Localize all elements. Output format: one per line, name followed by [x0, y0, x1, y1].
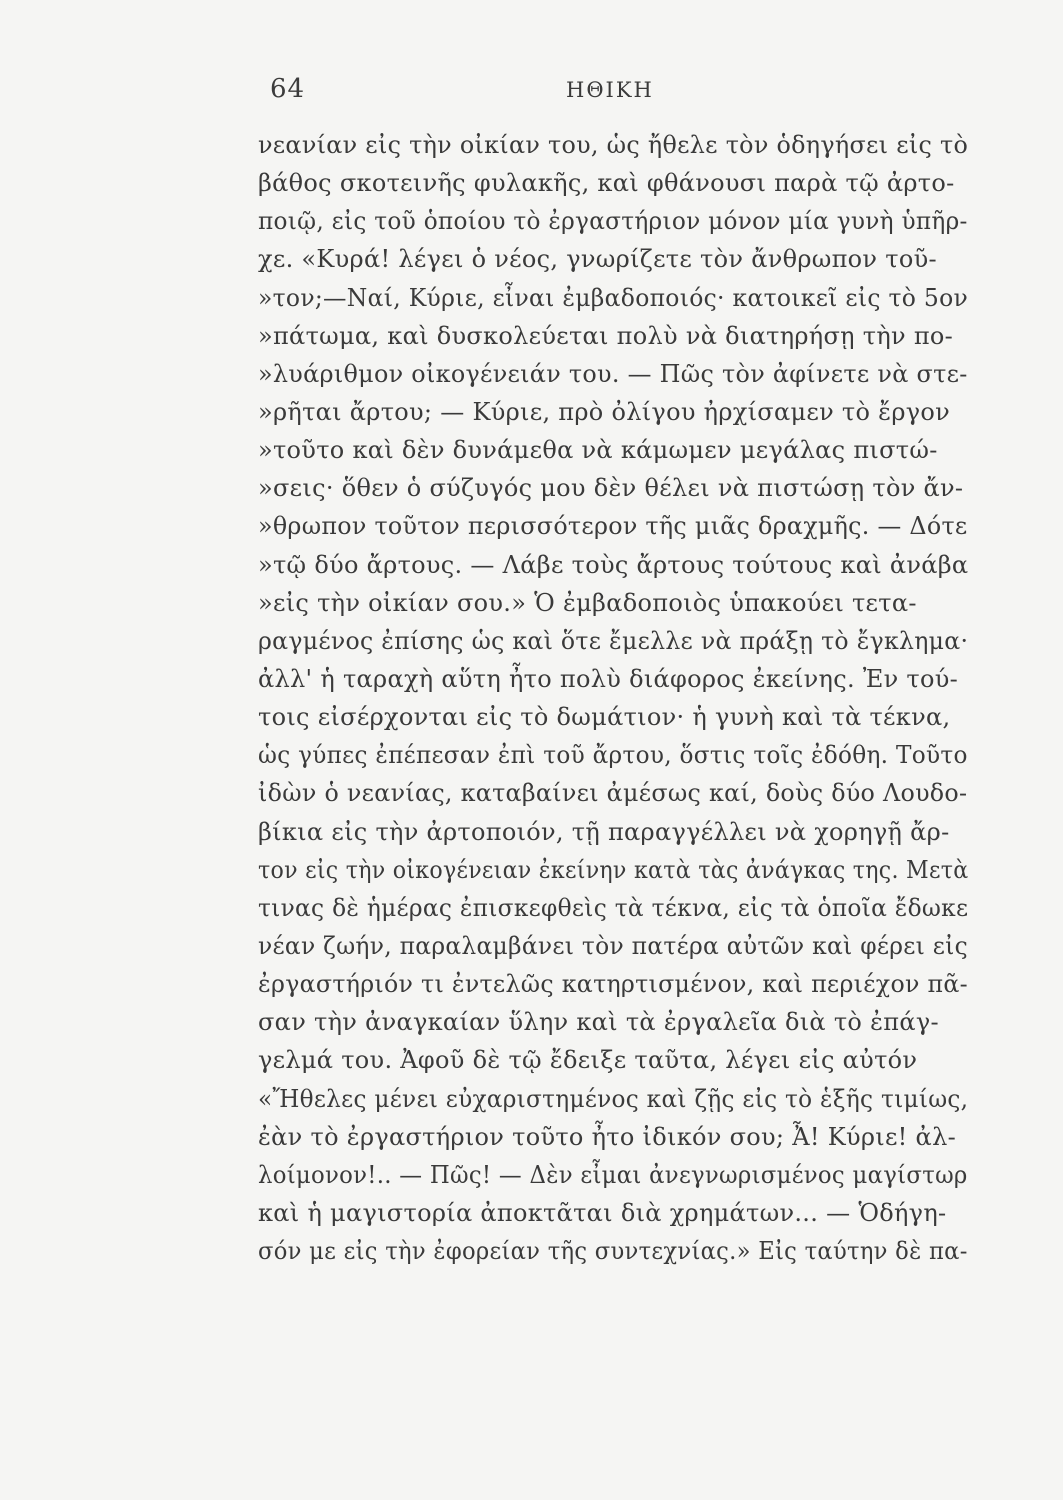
text-line: ἐργαστήριόν τι ἐντελῶς κατηρτισμένον, καὶ περιέχον πᾶ- [258, 970, 968, 999]
text-line: τοις εἰσέρχονται εἰς τὸ δωμάτιον· ἡ γυνὴ καὶ τὰ τέκνα, [258, 703, 951, 732]
text-line: βάθος σκοτεινῆς φυλακῆς, καὶ φθάνουσι παρὰ τῷ ἀρτο- [258, 169, 955, 198]
text-line: σαν τὴν ἀναγκαίαν ὕλην καὶ τὰ ἐργαλεῖα διὰ τὸ ἐπάγ- [258, 1008, 939, 1037]
text-line: »σεις· ὅθεν ὁ σύζυγός μου δὲν θέλει νὰ πιστώσῃ τὸν ἄν- [258, 474, 964, 503]
page-number: 64 [270, 74, 306, 104]
text-line: ἰδὼν ὁ νεανίας, καταβαίνει ἀμέσως καί, δοὺς δύο Λουδο- [258, 779, 968, 808]
text-line: »θρωπον τοῦτον περισσότερον τῆς μιᾶς δραχμῆς. — Δότε [258, 512, 968, 541]
text-line: σόν με εἰς τὴν ἐφορείαν τῆς συντεχνίας.» Εἰς ταύτην δὲ πα- [258, 1237, 968, 1266]
text-line: τον εἰς τὴν οἰκογένειαν ἐκείνην κατὰ τὰς ἀνάγκας της. Μετὰ [258, 855, 969, 884]
text-line: »λυάριθμον οἰκογένειάν του. — Πῶς τὸν ἀφίνετε νὰ στε- [258, 359, 968, 388]
text-line: ὡς γύπες ἐπέπεσαν ἐπὶ τοῦ ἄρτου, ὅστις τοῖς ἐδόθη. Τοῦτο [258, 741, 968, 770]
text-line: »τον;—Ναί, Κύριε, εἶναι ἐμβαδοποιός· κατοικεῖ εἰς τὸ 5ον [258, 283, 969, 312]
text-line: ἐὰν τὸ ἐργαστήριον τοῦτο ἦτο ἰδικόν σου; Ἆ! Κύριε! ἀλ- [258, 1122, 956, 1151]
body-text [258, 126, 968, 1270]
text-line: «Ἤθελες μένει εὐχαριστημένος καὶ ζῇς εἰς τὸ ἑξῆς τιμίως, [258, 1084, 969, 1113]
text-line: νέαν ζωήν, παραλαμβάνει τὸν πατέρα αὐτῶν καὶ φέρει εἰς [258, 931, 969, 960]
text-line: γελμά του. Ἀφοῦ δὲ τῷ ἔδειξε ταῦτα, λέγει εἰς αὐτόν [258, 1046, 918, 1075]
text-line: ποιῷ, εἰς τοῦ ὁποίου τὸ ἐργαστήριον μόνον μία γυνὴ ὑπῆρ- [258, 207, 968, 236]
text-line: »τῷ δύο ἄρτους. — Λάβε τοὺς ἄρτους τούτους καὶ ἀνάβα [258, 550, 969, 579]
text-line: βίκια εἰς τὴν ἀρτοποιόν, τῇ παραγγέλλει νὰ χορηγῇ ἄρ- [258, 817, 950, 846]
text-line: »πάτωμα, καὶ δυσκολεύεται πολὺ νὰ διατηρήσῃ τὴν πο- [258, 321, 954, 350]
running-title: ΗΘΙΚΗ [566, 78, 654, 102]
text-line: τινας δὲ ἡμέρας ἐπισκεφθεὶς τὰ τέκνα, εἰς τὰ ὁποῖα ἔδωκε [258, 893, 969, 922]
text-line: λοίμονον!.. — Πῶς! — Δὲν εἶμαι ἀνεγνωρισμένος μαγίστωρ [258, 1160, 968, 1189]
text-line: χε. «Κυρά! λέγει ὁ νέος, γνωρίζετε τὸν ἄνθρωπον τοῦ- [258, 245, 937, 274]
text-line: »ρῆται ἄρτου; — Κύριε, πρὸ ὀλίγου ἠρχίσαμεν τὸ ἔργον [258, 397, 951, 426]
text-line: »εἰς τὴν οἰκίαν σου.» Ὁ ἐμβαδοποιὸς ὑπακούει τετα- [258, 588, 917, 617]
text-line: νεανίαν εἰς τὴν οἰκίαν του, ὡς ἤθελε τὸν ὁδηγήσει εἰς τὸ [258, 131, 969, 159]
text-line: ραγμένος ἐπίσης ὡς καὶ ὅτε ἔμελλε νὰ πράξῃ τὸ ἔγκλημα· [258, 626, 969, 655]
text-line: »τοῦτο καὶ δὲν δυνάμεθα νὰ κάμωμεν μεγάλας πιστώ- [258, 436, 938, 465]
text-line: καὶ ἡ μαγιστορία ἀποκτᾶται διὰ χρημάτων... — Ὁδήγη- [258, 1198, 947, 1227]
text-line: ἀλλ' ἡ ταραχὴ αὕτη ἦτο πολὺ διάφορος ἐκείνης. Ἐν τού- [258, 664, 959, 693]
